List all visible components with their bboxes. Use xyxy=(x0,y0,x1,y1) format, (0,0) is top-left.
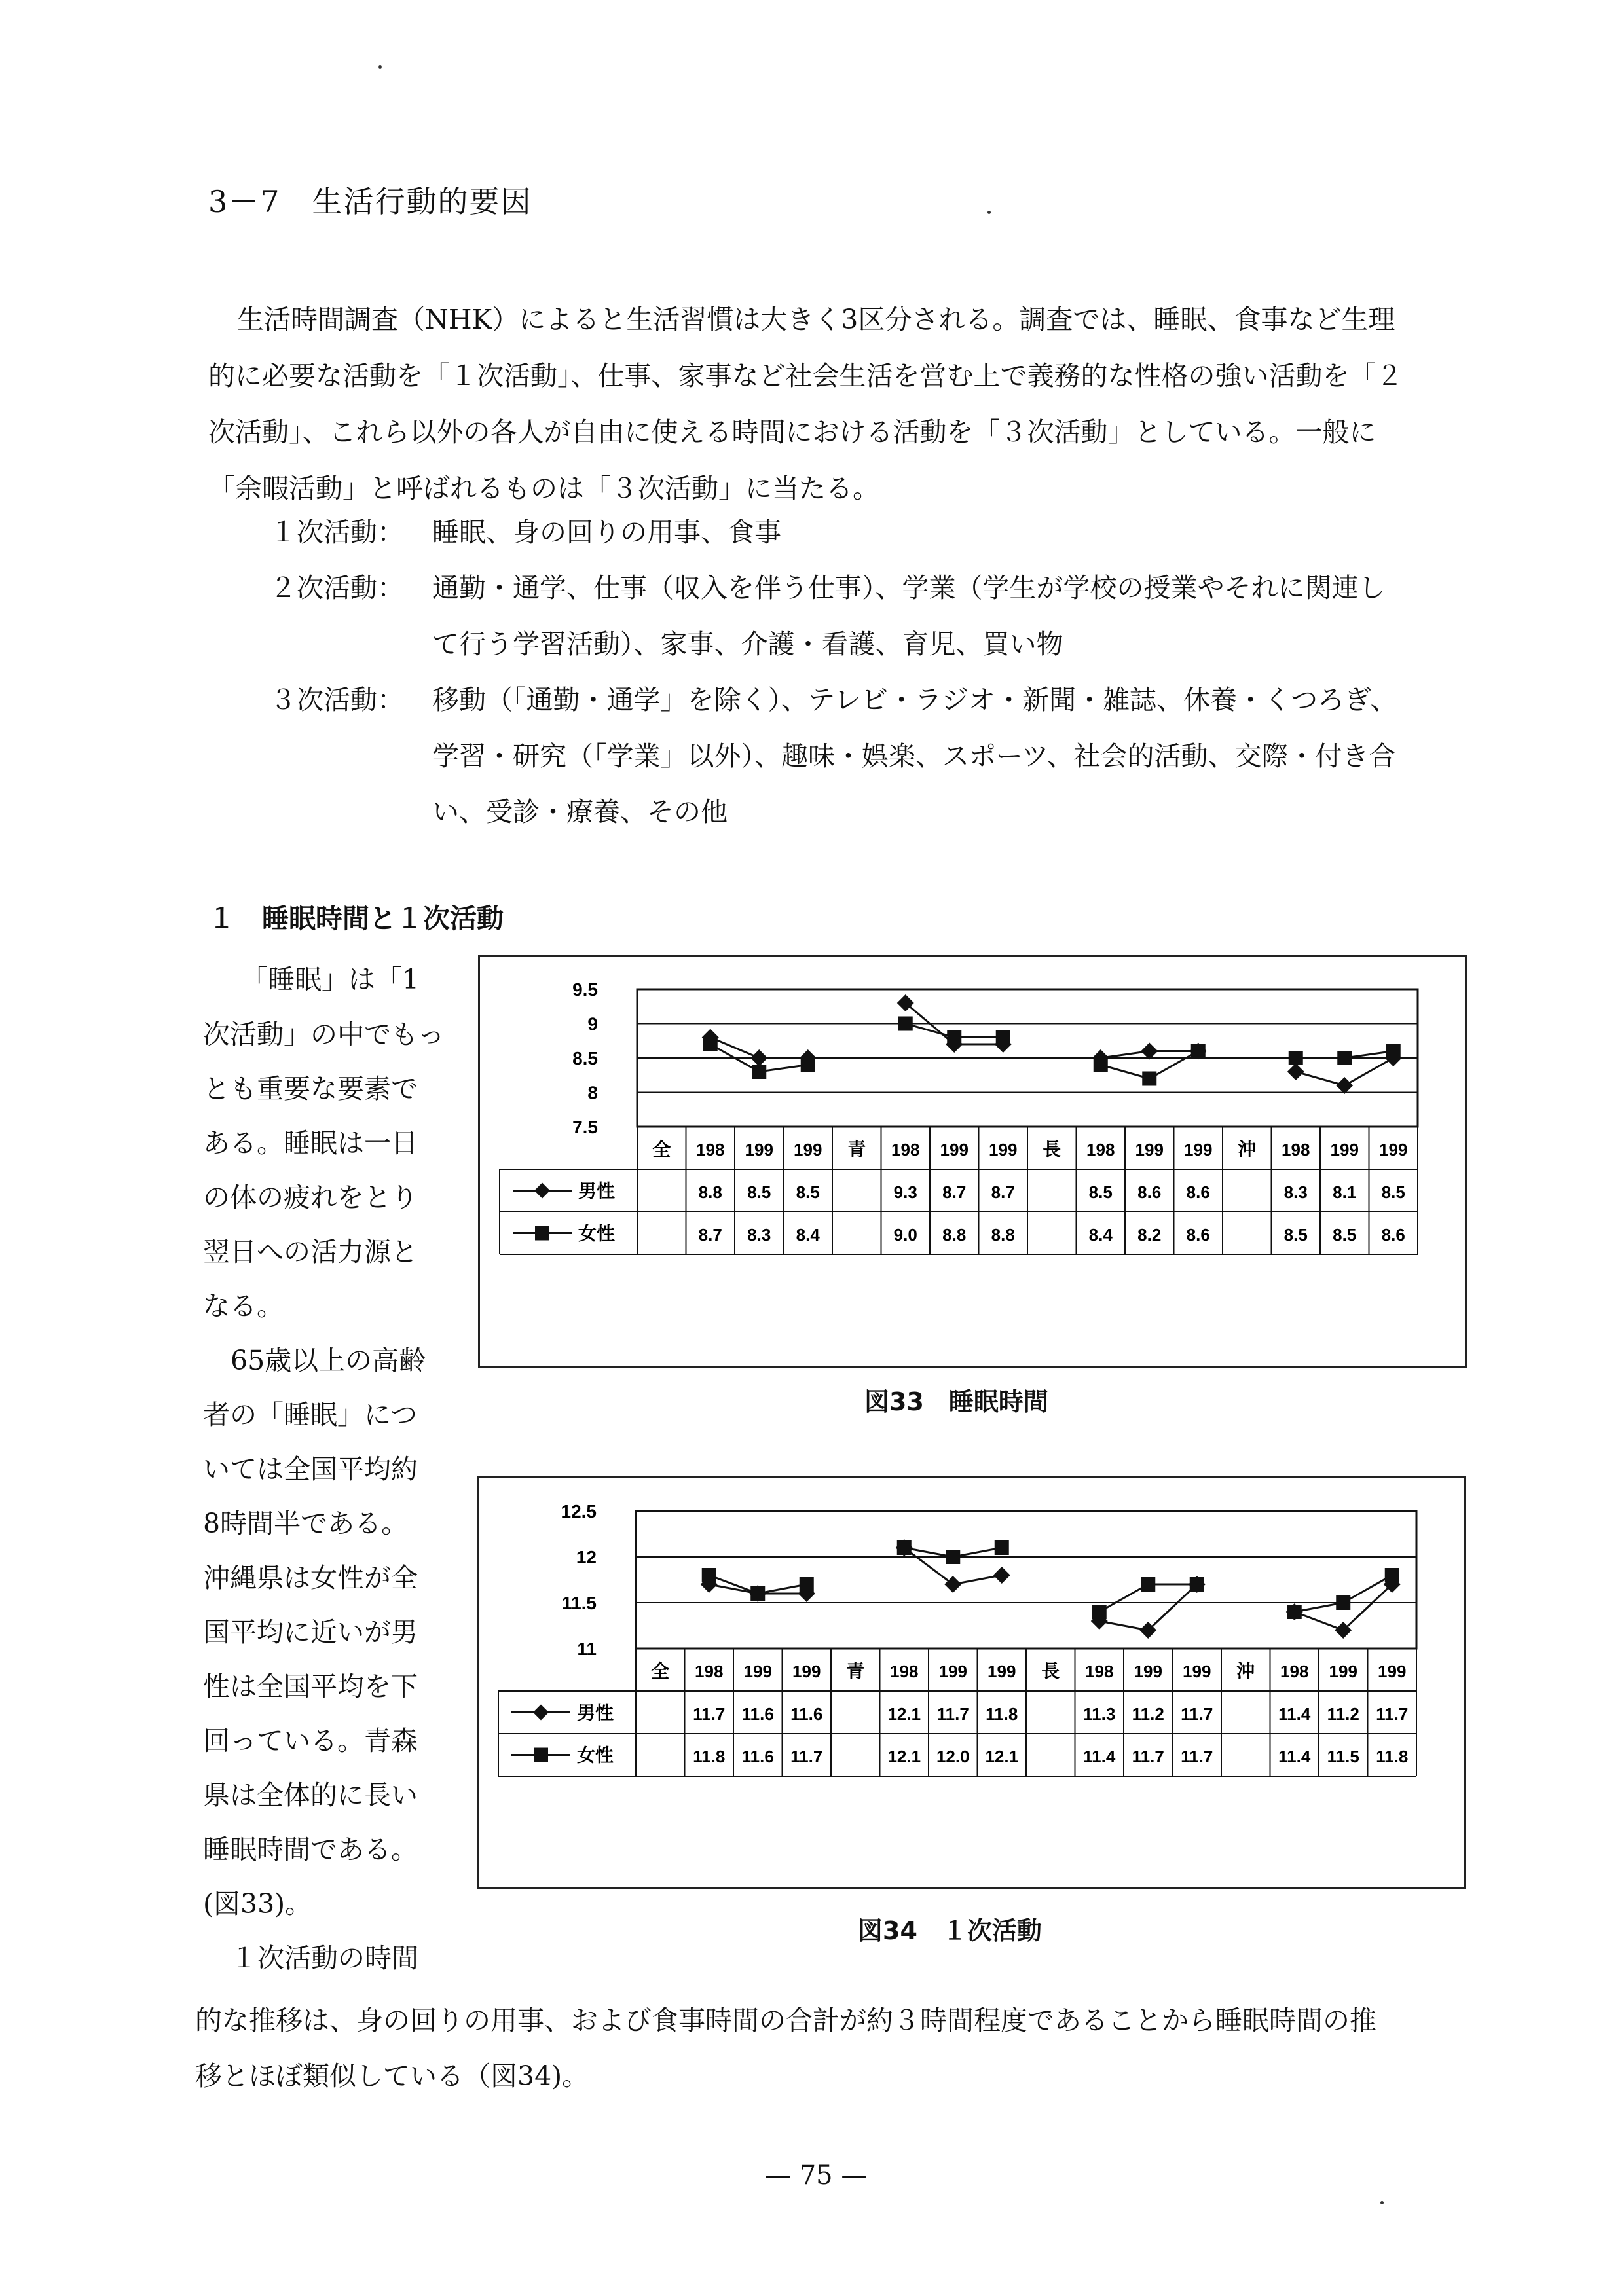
data-label: 11.2 xyxy=(1132,1704,1164,1724)
year-tick-label: 198 xyxy=(695,1662,724,1681)
data-point-square xyxy=(1386,1044,1401,1059)
legend-marker-diamond xyxy=(533,1705,549,1721)
data-label: 9.0 xyxy=(893,1225,917,1245)
data-label: 11.6 xyxy=(741,1747,774,1766)
data-point-square xyxy=(1289,1051,1303,1065)
data-point-diamond xyxy=(944,1576,961,1593)
y-tick-label: 12 xyxy=(576,1547,597,1567)
intro-line-3: 次活動」、これら以外の各人が自由に使える時間における活動を「３次活動」としている。一般に xyxy=(208,416,1376,448)
data-point-diamond xyxy=(1287,1063,1304,1080)
data-label: 11.7 xyxy=(1181,1747,1213,1766)
year-tick-label: 199 xyxy=(989,1140,1018,1159)
legend-label: 男性 xyxy=(578,1180,616,1201)
group-label: 長 xyxy=(1043,1139,1061,1159)
data-label: 8.4 xyxy=(1088,1225,1113,1245)
side-text-line: (図33)。 xyxy=(203,1888,312,1920)
data-label: 9.3 xyxy=(893,1182,917,1202)
year-tick-label: 198 xyxy=(1086,1140,1115,1159)
intro-line-4: 「余暇活動」と呼ばれるものは「３次活動」に当たる。 xyxy=(208,473,879,504)
data-point-square xyxy=(703,1037,718,1051)
year-tick-label: 199 xyxy=(987,1662,1016,1681)
data-label: 8.8 xyxy=(942,1225,967,1245)
year-tick-label: 199 xyxy=(1329,1662,1357,1681)
data-label: 8.8 xyxy=(698,1182,722,1202)
data-point-square xyxy=(1287,1605,1302,1619)
data-label: 11.7 xyxy=(693,1704,726,1724)
data-label: 11.8 xyxy=(986,1704,1018,1724)
data-label: 8.3 xyxy=(1283,1182,1308,1202)
year-tick-label: 199 xyxy=(743,1662,772,1681)
data-point-square xyxy=(801,1058,815,1072)
data-label: 11.4 xyxy=(1083,1747,1116,1766)
data-label: 8.6 xyxy=(1381,1225,1405,1245)
data-label: 11.6 xyxy=(741,1704,774,1724)
data-point-square xyxy=(898,1017,913,1031)
page-number: — 75 — xyxy=(765,2160,868,2191)
year-tick-label: 199 xyxy=(1378,1662,1407,1681)
data-point-square xyxy=(1094,1058,1108,1072)
data-point-diamond xyxy=(1336,1077,1353,1094)
data-label: 11.7 xyxy=(790,1747,823,1766)
scan-speck xyxy=(987,211,991,214)
data-point-square xyxy=(1191,1044,1206,1059)
y-tick-label: 8.5 xyxy=(572,1048,598,1068)
legend-label: 女性 xyxy=(577,1745,614,1766)
data-label: 8.6 xyxy=(1186,1182,1210,1202)
y-tick-label: 7.5 xyxy=(572,1117,598,1137)
y-tick-label: 11.5 xyxy=(562,1593,597,1613)
year-tick-label: 199 xyxy=(1184,1140,1213,1159)
data-label: 8.5 xyxy=(1381,1182,1405,1202)
year-tick-label: 199 xyxy=(1134,1662,1162,1681)
closing-line-2: 移とほぼ類似している（図34)。 xyxy=(195,2060,589,2092)
year-tick-label: 199 xyxy=(1135,1140,1164,1159)
year-tick-label: 198 xyxy=(1085,1662,1114,1681)
y-tick-label: 8 xyxy=(587,1082,598,1103)
side-text-line: ある。睡眠は一日 xyxy=(203,1127,418,1159)
data-label: 8.2 xyxy=(1137,1225,1162,1245)
data-point-square xyxy=(897,1540,912,1555)
subsection-heading: １ 睡眠時間と１次活動 xyxy=(208,903,504,934)
intro-line-2: 的に必要な活動を「１次活動」、仕事、家事など社会生活を営む上で義務的な性格の強い活動を「２ xyxy=(208,360,1403,392)
side-text-line: 「睡眠」は「1 xyxy=(241,964,420,995)
data-label: 8.7 xyxy=(991,1182,1015,1202)
data-label: 8.8 xyxy=(991,1225,1015,1245)
data-label: 8.5 xyxy=(1333,1225,1357,1245)
data-point-square xyxy=(800,1577,814,1592)
data-label: 11.8 xyxy=(1376,1747,1409,1766)
data-point-square xyxy=(750,1586,765,1601)
year-tick-label: 198 xyxy=(696,1140,725,1159)
side-text-line: 次活動」の中でもっ xyxy=(203,1019,445,1050)
scan-speck xyxy=(1380,2201,1384,2204)
data-label: 8.3 xyxy=(747,1225,771,1245)
side-text-line: 睡眠時間である。 xyxy=(203,1834,418,1865)
year-tick-label: 198 xyxy=(891,1140,920,1159)
side-text-line: １次活動の時間 xyxy=(231,1942,418,1974)
activity-1-line-1: 睡眠、身の回りの用事、食事 xyxy=(432,517,781,548)
data-label: 8.6 xyxy=(1186,1225,1210,1245)
data-label: 8.7 xyxy=(698,1225,722,1245)
side-text-line: 性は全国平均を下 xyxy=(203,1671,418,1702)
chart-33-caption: 図33 睡眠時間 xyxy=(864,1387,1048,1416)
data-label: 8.7 xyxy=(942,1182,967,1202)
closing-line-1: 的な推移は、身の回りの用事、および食事時間の合計が約３時間程度であることから睡眠時間の推 xyxy=(195,2005,1376,2036)
data-label: 12.0 xyxy=(936,1747,970,1766)
legend-label: 女性 xyxy=(578,1223,616,1244)
year-tick-label: 199 xyxy=(792,1662,821,1681)
data-point-square xyxy=(1092,1605,1107,1619)
data-label: 8.5 xyxy=(747,1182,771,1202)
side-text-line: 8時間半である。 xyxy=(203,1508,409,1539)
year-tick-label: 199 xyxy=(1330,1140,1359,1159)
data-point-square xyxy=(702,1568,716,1582)
group-label: 沖 xyxy=(1236,1661,1255,1681)
side-text-line: 沖縄県は女性が全 xyxy=(203,1562,418,1594)
legend-marker-diamond xyxy=(534,1183,550,1199)
data-label: 11.3 xyxy=(1083,1704,1116,1724)
activity-3-line-1: 移動（「通勤・通学」を除く）、テレビ・ラジオ・新聞・雑誌、休養・くつろぎ、 xyxy=(432,684,1397,716)
group-label: 沖 xyxy=(1238,1139,1257,1159)
group-label: 全 xyxy=(651,1661,670,1681)
data-point-square xyxy=(1190,1577,1204,1592)
data-point-diamond xyxy=(1141,1043,1158,1060)
activity-2-line-1: 通勤・通学、仕事（収入を伴う仕事）、学業（学生が学校の授業やそれに関連し xyxy=(432,572,1386,604)
plot-area xyxy=(636,1511,1416,1649)
data-label: 11.6 xyxy=(790,1704,823,1724)
data-label: 12.1 xyxy=(887,1747,921,1766)
data-point-square xyxy=(946,1550,960,1564)
data-label: 11.5 xyxy=(1327,1747,1359,1766)
data-label: 11.4 xyxy=(1278,1704,1311,1724)
activity-1-label: １次活動： xyxy=(270,517,404,548)
scan-speck xyxy=(378,65,382,69)
data-point-diamond xyxy=(750,1049,767,1066)
year-tick-label: 198 xyxy=(1282,1140,1310,1159)
data-label: 11.7 xyxy=(1181,1704,1213,1724)
activity-3-line-2: 学習・研究（「学業」以外）、趣味・娯楽、スポーツ、社会的活動、交際・付き合 xyxy=(432,740,1396,772)
data-label: 11.2 xyxy=(1327,1704,1359,1724)
legend-label: 男性 xyxy=(577,1702,614,1723)
data-label: 11.4 xyxy=(1278,1747,1311,1766)
side-text-line: 翌日への活力源と xyxy=(203,1236,418,1267)
data-label: 8.4 xyxy=(796,1225,820,1245)
data-label: 11.7 xyxy=(1376,1704,1409,1724)
data-point-square xyxy=(1142,1072,1156,1086)
group-label: 全 xyxy=(652,1139,671,1159)
data-label: 8.6 xyxy=(1137,1182,1162,1202)
side-text-line: 県は全体的に長い xyxy=(203,1779,418,1811)
legend-marker-square xyxy=(534,1748,548,1762)
data-label: 12.1 xyxy=(887,1704,921,1724)
activity-2-label: ２次活動： xyxy=(270,572,404,604)
data-point-square xyxy=(1385,1568,1399,1582)
data-point-square xyxy=(1337,1051,1352,1065)
chart-34-primary-activity xyxy=(479,1478,1464,1887)
year-tick-label: 199 xyxy=(794,1140,822,1159)
data-point-diamond xyxy=(993,1567,1010,1584)
section-heading: 3－7 生活行動的要因 xyxy=(208,184,532,219)
chart-34-caption: 図34 １次活動 xyxy=(858,1916,1042,1945)
chart-33-frame xyxy=(478,955,1467,1368)
chart-34-frame xyxy=(477,1476,1466,1889)
side-text-line: 国平均に近いが男 xyxy=(203,1616,418,1648)
y-tick-label: 12.5 xyxy=(561,1501,597,1522)
year-tick-label: 199 xyxy=(938,1662,967,1681)
group-label: 青 xyxy=(846,1661,865,1681)
side-text-line: 回っている。青森 xyxy=(203,1725,418,1757)
y-tick-label: 11 xyxy=(577,1639,597,1659)
data-point-square xyxy=(947,1030,961,1045)
chart-33-sleep-time xyxy=(480,957,1465,1366)
group-label: 青 xyxy=(847,1139,866,1159)
side-text-line: なる。 xyxy=(203,1290,284,1322)
year-tick-label: 199 xyxy=(1183,1662,1211,1681)
side-text-line: とも重要な要素で xyxy=(203,1073,418,1104)
year-tick-label: 198 xyxy=(1280,1662,1309,1681)
y-tick-label: 9 xyxy=(587,1013,598,1034)
data-point-square xyxy=(996,1030,1010,1045)
data-label: 8.5 xyxy=(1283,1225,1308,1245)
year-tick-label: 199 xyxy=(1379,1140,1408,1159)
year-tick-label: 199 xyxy=(940,1140,969,1159)
activity-2-line-2: て行う学習活動）、家事、介護・看護、育児、買い物 xyxy=(432,629,1063,660)
data-label: 8.5 xyxy=(796,1182,820,1202)
side-text-line: の体の疲れをとり xyxy=(203,1182,418,1213)
data-point-square xyxy=(752,1065,766,1079)
data-label: 11.8 xyxy=(693,1747,726,1766)
activity-3-label: ３次活動： xyxy=(270,684,404,716)
data-label: 8.5 xyxy=(1088,1182,1113,1202)
data-point-square xyxy=(995,1540,1009,1555)
activity-3-line-3: い、受診・療養、その他 xyxy=(432,796,728,828)
data-label: 8.1 xyxy=(1333,1182,1357,1202)
intro-line-1: 生活時間調査（NHK）によると生活習慣は大きく3区分される。調査では、睡眠、食事など生理 xyxy=(237,304,1395,335)
group-label: 長 xyxy=(1041,1661,1060,1681)
side-text-line: 者の「睡眠」につ xyxy=(203,1399,418,1430)
side-text-line: いては全国平均約 xyxy=(203,1453,418,1485)
data-label: 11.7 xyxy=(936,1704,969,1724)
data-point-square xyxy=(1141,1577,1155,1592)
year-tick-label: 198 xyxy=(890,1662,919,1681)
data-point-square xyxy=(1336,1595,1350,1610)
y-tick-label: 9.5 xyxy=(572,979,598,1000)
year-tick-label: 199 xyxy=(745,1140,773,1159)
side-text-line: 65歳以上の高齢 xyxy=(231,1345,426,1376)
data-label: 11.7 xyxy=(1132,1747,1164,1766)
data-label: 12.1 xyxy=(985,1747,1019,1766)
legend-marker-square xyxy=(535,1226,549,1241)
